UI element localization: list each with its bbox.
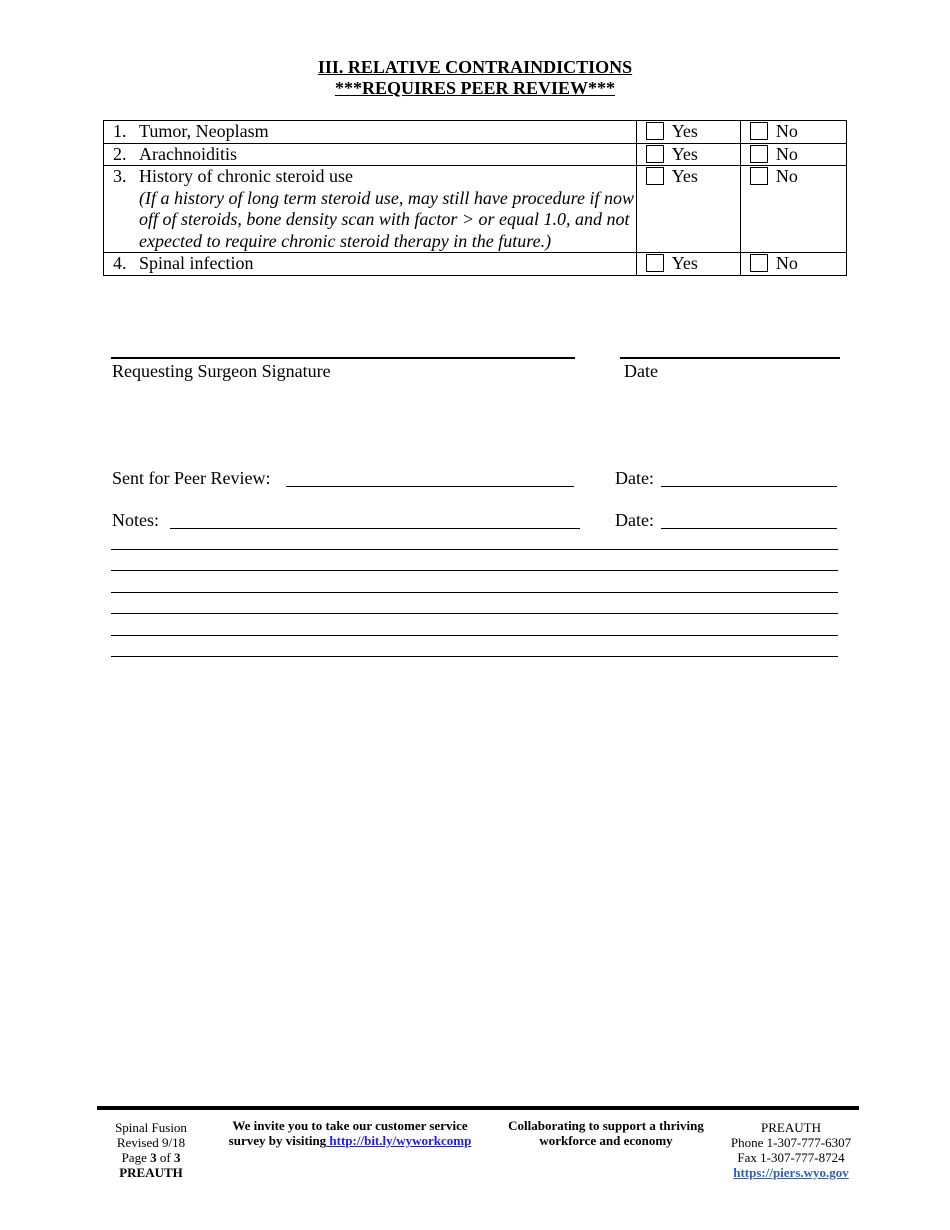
no-label: No	[775, 121, 798, 141]
form-name: Spinal Fusion	[115, 1120, 187, 1135]
surgeon-signature-label: Requesting Surgeon Signature	[112, 361, 331, 381]
item-number: 1.	[104, 121, 140, 144]
footer-tagline: Collaborating to support a thriving workforce and economy	[508, 1118, 704, 1148]
yes-label: Yes	[671, 253, 698, 273]
yes-checkbox[interactable]	[646, 254, 664, 272]
phone-number: Phone 1-307-777-6307	[730, 1135, 852, 1150]
sent-for-peer-review-label: Sent for Peer Review:	[112, 468, 271, 488]
dept-name: PREAUTH	[761, 1120, 821, 1135]
form-revised: Revised 9/18	[116, 1135, 186, 1150]
item-number: 3.	[104, 166, 140, 253]
notes-line[interactable]	[111, 656, 838, 657]
item-label: History of chronic steroid use	[139, 166, 353, 186]
notes-line[interactable]	[111, 635, 838, 636]
sent-date-field[interactable]	[661, 486, 837, 487]
footer-divider	[97, 1106, 859, 1110]
no-checkbox[interactable]	[750, 122, 768, 140]
signature-date-label: Date	[624, 361, 658, 381]
item-label: Arachnoiditis	[139, 143, 238, 164]
form-code: PREAUTH	[119, 1165, 183, 1180]
table-row	[104, 253, 847, 276]
website-link[interactable]: https://piers.wyo.gov	[733, 1165, 849, 1180]
item-label: Tumor, Neoplasm	[139, 121, 269, 141]
no-label: No	[775, 253, 798, 273]
table-row	[104, 121, 847, 144]
table-row	[104, 166, 847, 253]
notes-line[interactable]	[111, 592, 838, 593]
no-checkbox[interactable]	[750, 145, 768, 163]
yes-checkbox[interactable]	[646, 145, 664, 163]
item-note: (If a history of long term steroid use, may still have procedure if now off of steroids, bone density scan with factor > or equal 1.0, and not expected to require chronic steroid therapy in the future.)	[139, 187, 634, 251]
page-number: Page 3 of 3	[121, 1150, 181, 1165]
no-label: No	[775, 166, 798, 186]
notes-date-label: Date:	[615, 510, 654, 530]
contraindications-table	[103, 120, 847, 276]
notes-line[interactable]	[111, 613, 838, 614]
sent-for-peer-review-field[interactable]	[286, 486, 574, 487]
footer-contact	[718, 1120, 864, 1180]
notes-line[interactable]	[111, 570, 838, 571]
notes-date-field[interactable]	[661, 528, 837, 529]
item-number: 2.	[104, 143, 140, 166]
no-checkbox[interactable]	[750, 254, 768, 272]
item-number: 4.	[104, 253, 140, 276]
yes-checkbox[interactable]	[646, 122, 664, 140]
table-row	[104, 143, 847, 166]
fax-number: Fax 1-307-777-8724	[737, 1150, 845, 1165]
no-label: No	[775, 143, 798, 164]
survey-link[interactable]: http://bit.ly/wyworkcomp	[326, 1133, 472, 1148]
signature-date-line[interactable]	[620, 357, 840, 359]
sent-date-label: Date:	[615, 468, 654, 488]
notes-field[interactable]	[170, 528, 580, 529]
peer-review-notice: ***REQUIRES PEER REVIEW***	[334, 78, 616, 98]
surgeon-signature-line[interactable]	[111, 357, 575, 359]
yes-label: Yes	[671, 143, 698, 164]
section-title: III. RELATIVE CONTRAINDICTIONS	[317, 57, 633, 77]
footer-form-info	[105, 1120, 197, 1180]
notes-line[interactable]	[111, 549, 838, 550]
footer-survey	[214, 1118, 486, 1148]
yes-label: Yes	[671, 121, 698, 141]
item-label: Spinal infection	[139, 253, 254, 273]
yes-checkbox[interactable]	[646, 167, 664, 185]
yes-label: Yes	[671, 166, 698, 186]
survey-text: We invite you to take our customer service survey by visiting	[228, 1118, 468, 1148]
no-checkbox[interactable]	[750, 167, 768, 185]
notes-label: Notes:	[112, 510, 159, 530]
